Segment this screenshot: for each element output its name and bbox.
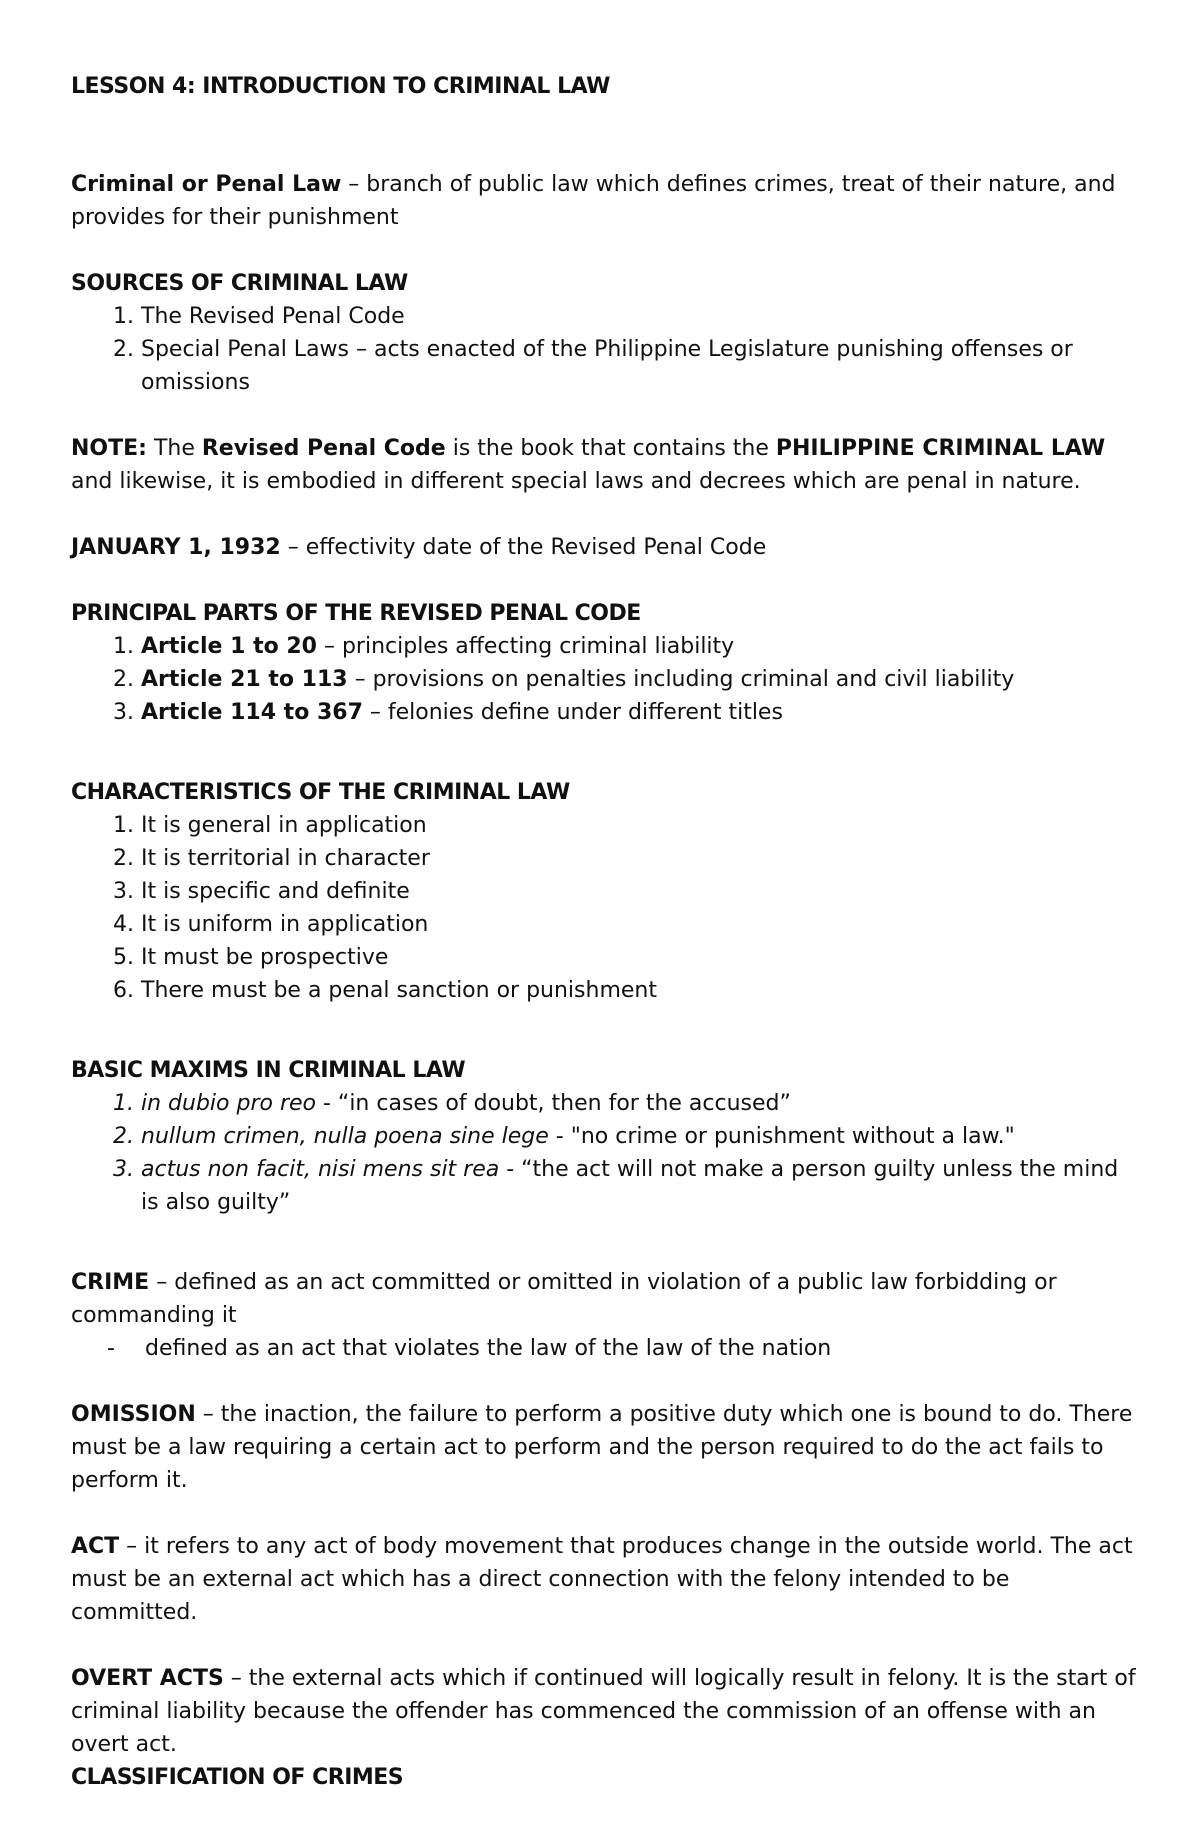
maxim-latin: in dubio pro reo bbox=[141, 1091, 316, 1116]
article-range: Article 21 to 113 bbox=[141, 667, 348, 692]
effectivity-paragraph bbox=[71, 531, 1140, 564]
article-description: – felonies define under different titles bbox=[362, 700, 783, 725]
effectivity-text: – effectivity date of the Revised Penal Code bbox=[280, 535, 767, 560]
note-paragraph bbox=[71, 432, 1140, 498]
omission-text: – the inaction, the failure to perform a positive duty which one is bound to do. There must be a law requiring a certain act to perform and the person required to do the act fails to perform it. bbox=[71, 1402, 1133, 1493]
article-range: Article 1 to 20 bbox=[141, 634, 317, 659]
act-paragraph bbox=[71, 1530, 1140, 1629]
article-description: – principles affecting criminal liability bbox=[316, 634, 735, 659]
article-description: – provisions on penalties including criminal and civil liability bbox=[347, 667, 1015, 692]
definition-term: Criminal or Penal Law bbox=[71, 172, 342, 197]
definition-text: – branch of public law which defines crimes, treat of their nature, and provides for their punishment bbox=[71, 172, 1116, 230]
effectivity-date: JANUARY 1, 1932 bbox=[71, 535, 281, 560]
maxims-heading: BASIC MAXIMS IN CRIMINAL LAW bbox=[71, 1058, 466, 1083]
crime-term: CRIME bbox=[71, 1270, 150, 1295]
note-text-3: and likewise, it is embodied in different special laws and decrees which are penal in nature. bbox=[71, 469, 1081, 494]
list-item: 6. There must be a penal sanction or punishment bbox=[141, 974, 1140, 1007]
list-item bbox=[141, 1120, 1140, 1153]
omission-paragraph bbox=[71, 1398, 1140, 1497]
list-item: - defined as an act that violates the law of the law of the nation bbox=[107, 1332, 1140, 1365]
maxim-latin: nullum crimen, nulla poena sine lege bbox=[141, 1124, 549, 1149]
definition-paragraph bbox=[71, 168, 1140, 234]
maxims-list bbox=[71, 1087, 1140, 1219]
list-item: 4. It is uniform in application bbox=[141, 908, 1140, 941]
list-item bbox=[141, 630, 1140, 663]
list-item: 2. It is territorial in character bbox=[141, 842, 1140, 875]
list-item bbox=[141, 696, 1140, 729]
overt-term: OVERT ACTS bbox=[71, 1666, 224, 1691]
maxim-meaning: - "no crime or punishment without a law." bbox=[548, 1124, 1015, 1149]
maxim-meaning: - “in cases of doubt, then for the accused” bbox=[316, 1091, 791, 1116]
list-item: 5. It must be prospective bbox=[141, 941, 1140, 974]
note-rpc: Revised Penal Code bbox=[201, 436, 446, 461]
list-item: 1. The Revised Penal Code bbox=[141, 300, 1140, 333]
maxim-latin: actus non facit, nisi mens sit rea bbox=[141, 1157, 500, 1182]
classification-heading: CLASSIFICATION OF CRIMES bbox=[71, 1765, 404, 1790]
omission-term: OMISSION bbox=[71, 1402, 196, 1427]
principal-parts-heading: PRINCIPAL PARTS OF THE REVISED PENAL CODE bbox=[71, 601, 641, 626]
crime-text: – defined as an act committed or omitted in violation of a public law forbidding or commanding it bbox=[71, 1270, 1057, 1328]
list-item bbox=[141, 1087, 1140, 1120]
list-item bbox=[141, 1153, 1140, 1219]
list-item: 2. Special Penal Laws – acts enacted of the Philippine Legislature punishing offenses or omissions bbox=[141, 333, 1140, 399]
note-pcl: PHILIPPINE CRIMINAL LAW bbox=[775, 436, 1106, 461]
list-item: 1. It is general in application bbox=[141, 809, 1140, 842]
list-item bbox=[141, 663, 1140, 696]
characteristics-heading: CHARACTERISTICS OF THE CRIMINAL LAW bbox=[71, 780, 570, 805]
crime-sublist bbox=[71, 1332, 1140, 1365]
characteristics-list bbox=[71, 809, 1140, 1007]
sources-list bbox=[71, 300, 1140, 399]
act-term: ACT bbox=[71, 1534, 120, 1559]
lesson-title: LESSON 4: INTRODUCTION TO CRIMINAL LAW bbox=[71, 74, 610, 99]
overt-paragraph bbox=[71, 1662, 1140, 1761]
list-item: 3. It is specific and definite bbox=[141, 875, 1140, 908]
article-range: Article 114 to 367 bbox=[141, 700, 363, 725]
note-text-1: The bbox=[146, 436, 202, 461]
sources-heading: SOURCES OF CRIMINAL LAW bbox=[71, 271, 408, 296]
overt-text: – the external acts which if continued will logically result in felony. It is the start of criminal liability because the offender has commenced the commission of an offense with an overt act. bbox=[71, 1666, 1136, 1757]
note-text-2: is the book that contains the bbox=[445, 436, 776, 461]
act-text: – it refers to any act of body movement that produces change in the outside world. The act must be an external act which has a direct connection with the felony intended to be committed. bbox=[71, 1534, 1133, 1625]
principal-parts-list bbox=[71, 630, 1140, 729]
crime-paragraph bbox=[71, 1266, 1140, 1332]
maxim-meaning: - “the act will not make a person guilty unless the mind is also guilty” bbox=[141, 1157, 1119, 1215]
note-label: NOTE: bbox=[71, 436, 147, 461]
